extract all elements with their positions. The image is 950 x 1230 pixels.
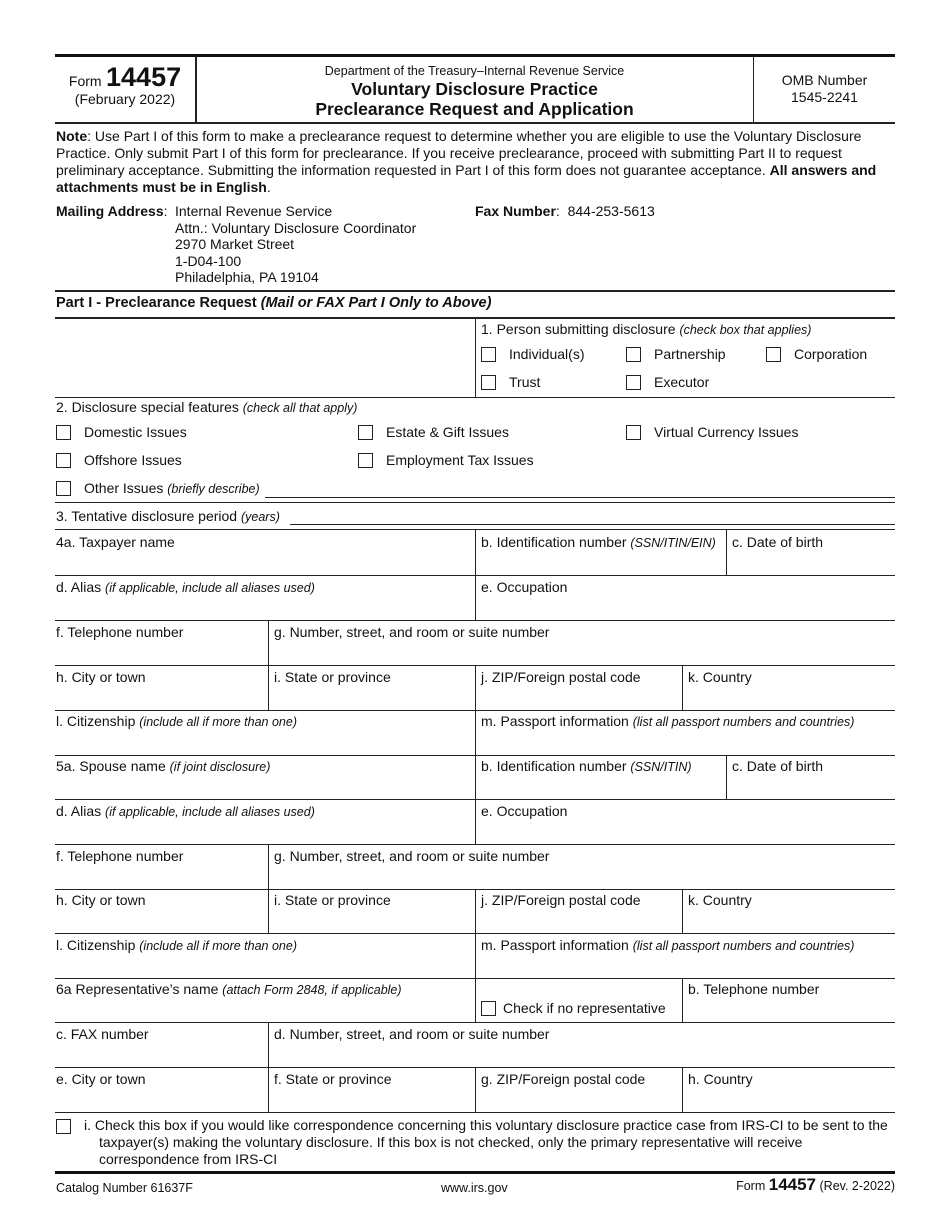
domestic-issues-checkbox[interactable] (56, 425, 71, 440)
spouse-id-field[interactable]: b. Identification number (SSN/ITIN) (481, 758, 692, 774)
row-rule (55, 844, 895, 845)
row-rule (55, 397, 895, 398)
cell-divider (475, 1067, 476, 1112)
spouse-dob-field[interactable]: c. Date of birth (732, 758, 824, 774)
rep-name-field[interactable]: 6a Representative’s name (attach Form 2848, if applicable) (56, 981, 402, 997)
q1-label: 1. Person submitting disclosure (check box that applies) (481, 321, 812, 337)
trust-checkbox[interactable] (481, 375, 496, 390)
cell-divider (475, 575, 476, 620)
form-word: Form (68, 73, 102, 89)
note-english: All answers and attachments must be in English (56, 162, 877, 195)
note-label: Note (56, 128, 88, 144)
irs-website-link[interactable]: www.irs.gov (441, 1181, 508, 1195)
correspondence-checkbox[interactable] (56, 1119, 71, 1134)
spouse-zip-field[interactable]: j. ZIP/Foreign postal code (481, 892, 641, 908)
corporation-checkbox[interactable] (766, 347, 781, 362)
rep-fax-field[interactable]: c. FAX number (56, 1026, 149, 1042)
note-end: . (266, 179, 271, 195)
cell-divider (682, 1067, 683, 1112)
form-title-block (196, 64, 753, 119)
note-text: : Use Part I of this form to make a preclearance request to determine whether you are eligible to use the Voluntary Disclosure Practice. Only submit Part I of this form for preclearance. If you receive preclearance, proceed with submitting Part II to request preliminary acceptance. Submitting the information requested in Part I of this form does not guarantee acceptance. (56, 128, 862, 178)
correspondence-text: i. Check this box if you would like correspondence concerning this voluntary disclosure practice case from IRS-CI to be sent to the taxpayer(s) making the voluntary disclosure. If this box is not checked, only the primary representative will receive correspondence from IRS-CI (84, 1117, 888, 1167)
virtual-currency-checkbox[interactable] (626, 425, 641, 440)
rep-street-field[interactable]: d. Number, street, and room or suite number (274, 1026, 550, 1042)
part1-top-rule (55, 290, 895, 292)
taxpayer-alias-field[interactable]: d. Alias (if applicable, include all aliases used) (56, 579, 315, 595)
no-representative-label: Check if no representative (503, 1000, 666, 1016)
spouse-street-field[interactable]: g. Number, street, and room or suite number (274, 848, 550, 864)
omb-box (754, 72, 895, 106)
cell-divider (475, 665, 476, 710)
cell-divider (268, 889, 269, 933)
taxpayer-zip-field[interactable]: j. ZIP/Foreign postal code (481, 669, 641, 685)
address-line: Attn.: Voluntary Disclosure Coordinator (175, 219, 417, 236)
mailing-label: Mailing Address: (56, 203, 168, 219)
other-issues-checkbox[interactable] (56, 481, 71, 496)
header-bottom-rule (55, 122, 895, 124)
form-number: 14457 (106, 62, 182, 92)
offshore-issues-checkbox[interactable] (56, 453, 71, 468)
cell-divider (268, 665, 269, 710)
row-rule (55, 1022, 895, 1023)
fax-label: Fax Number (475, 203, 556, 219)
row-rule (55, 1112, 895, 1113)
individuals-checkbox[interactable] (481, 347, 496, 362)
address-line: Internal Revenue Service (175, 203, 333, 219)
individuals-label: Individual(s) (509, 346, 585, 362)
part1-heading: Part I - Preclearance Request (Mail or FAX Part I Only to Above) (56, 295, 492, 311)
omb-number: 1545-2241 (791, 89, 858, 105)
taxpayer-phone-field[interactable]: f. Telephone number (56, 624, 184, 640)
cell-divider (475, 978, 476, 1022)
employment-tax-checkbox[interactable] (358, 453, 373, 468)
taxpayer-country-field[interactable]: k. Country (688, 669, 752, 685)
spouse-country-field[interactable]: k. Country (688, 892, 752, 908)
omb-label: OMB Number (781, 72, 868, 88)
rep-phone-field[interactable]: b. Telephone number (688, 981, 820, 997)
form-date: (February 2022) (74, 91, 176, 107)
other-issues-label: Other Issues (briefly describe) (84, 480, 260, 496)
taxpayer-street-field[interactable]: g. Number, street, and room or suite number (274, 624, 550, 640)
spouse-name-field[interactable]: 5a. Spouse name (if joint disclosure) (56, 758, 271, 774)
employment-tax-label: Employment Tax Issues (386, 452, 534, 468)
rep-zip-field[interactable]: g. ZIP/Foreign postal code (481, 1071, 646, 1087)
disclosure-period-input[interactable] (290, 524, 895, 525)
agency-name: Department of the Treasury–Internal Revenue Service (324, 64, 625, 78)
cell-divider (268, 1022, 269, 1067)
spouse-alias-field[interactable]: d. Alias (if applicable, include all aliases used) (56, 803, 315, 819)
trust-label: Trust (509, 374, 541, 390)
spouse-passport-field[interactable]: m. Passport information (list all passport numbers and countries) (481, 937, 855, 953)
row-rule (55, 620, 895, 621)
address-line: 2970 Market Street (175, 236, 295, 253)
cell-divider (475, 799, 476, 844)
spouse-city-field[interactable]: h. City or town (56, 892, 146, 908)
address-line: Philadelphia, PA 19104 (175, 269, 319, 286)
virtual-currency-label: Virtual Currency Issues (654, 424, 799, 440)
header-top-rule (55, 54, 895, 57)
cell-divider (726, 530, 727, 575)
spouse-phone-field[interactable]: f. Telephone number (56, 848, 184, 864)
address-line: 1-D04-100 (175, 252, 242, 269)
domestic-issues-label: Domestic Issues (84, 424, 187, 440)
footer-form-id: Form 14457 (Rev. 2-2022) (736, 1175, 895, 1194)
cell-divider (726, 755, 727, 799)
rep-state-field[interactable]: f. State or province (274, 1071, 392, 1087)
cell-divider (475, 755, 476, 799)
spouse-state-field[interactable]: i. State or province (274, 892, 391, 908)
cell-divider (268, 1067, 269, 1112)
offshore-issues-label: Offshore Issues (84, 452, 182, 468)
executor-label: Executor (654, 374, 710, 390)
cell-divider (475, 710, 476, 755)
q1-divider (475, 319, 476, 397)
taxpayer-state-field[interactable]: i. State or province (274, 669, 391, 685)
row-rule (55, 502, 895, 503)
fax-number: 844-253-5613 (567, 203, 655, 219)
spouse-citizenship-field[interactable]: l. Citizenship (include all if more than one) (56, 937, 297, 953)
executor-checkbox[interactable] (626, 375, 641, 390)
mailing-address (175, 203, 416, 286)
cell-divider (475, 530, 476, 575)
taxpayer-dob-field[interactable]: c. Date of birth (732, 534, 824, 550)
spouse-occupation-field[interactable]: e. Occupation (481, 803, 568, 819)
fax-info: Fax Number: 844-253-5613 (475, 203, 655, 219)
estate-gift-checkbox[interactable] (358, 425, 373, 440)
form-subtitle: Preclearance Request and Application (315, 99, 634, 119)
footer-rule (55, 1171, 895, 1174)
partnership-label: Partnership (654, 346, 726, 362)
taxpayer-passport-field[interactable]: m. Passport information (list all passport numbers and countries) (481, 713, 855, 729)
corporation-label: Corporation (794, 346, 868, 362)
taxpayer-id-field[interactable]: b. Identification number (SSN/ITIN/EIN) (481, 534, 716, 550)
q3-label: 3. Tentative disclosure period (years) (56, 508, 280, 524)
form-id-box (56, 62, 194, 107)
taxpayer-city-field[interactable]: h. City or town (56, 669, 146, 685)
no-representative-checkbox[interactable] (481, 1001, 496, 1016)
rep-country-field[interactable]: h. Country (688, 1071, 753, 1087)
cell-divider (682, 889, 683, 933)
cell-divider (268, 844, 269, 889)
taxpayer-name-field[interactable]: 4a. Taxpayer name (56, 534, 175, 550)
q2-label: 2. Disclosure special features (check all that apply) (56, 399, 358, 415)
note-paragraph (56, 128, 896, 196)
taxpayer-citizenship-field[interactable]: l. Citizenship (include all if more than one) (56, 713, 297, 729)
cell-divider (475, 889, 476, 933)
estate-gift-label: Estate & Gift Issues (386, 424, 509, 440)
cell-divider (682, 978, 683, 1022)
cell-divider (268, 620, 269, 665)
partnership-checkbox[interactable] (626, 347, 641, 362)
taxpayer-occupation-field[interactable]: e. Occupation (481, 579, 568, 595)
cell-divider (682, 665, 683, 710)
catalog-number: Catalog Number 61637F (56, 1181, 193, 1195)
other-issues-input[interactable] (265, 497, 895, 498)
cell-divider (475, 933, 476, 978)
rep-city-field[interactable]: e. City or town (56, 1071, 146, 1087)
form-title: Voluntary Disclosure Practice (351, 79, 598, 99)
